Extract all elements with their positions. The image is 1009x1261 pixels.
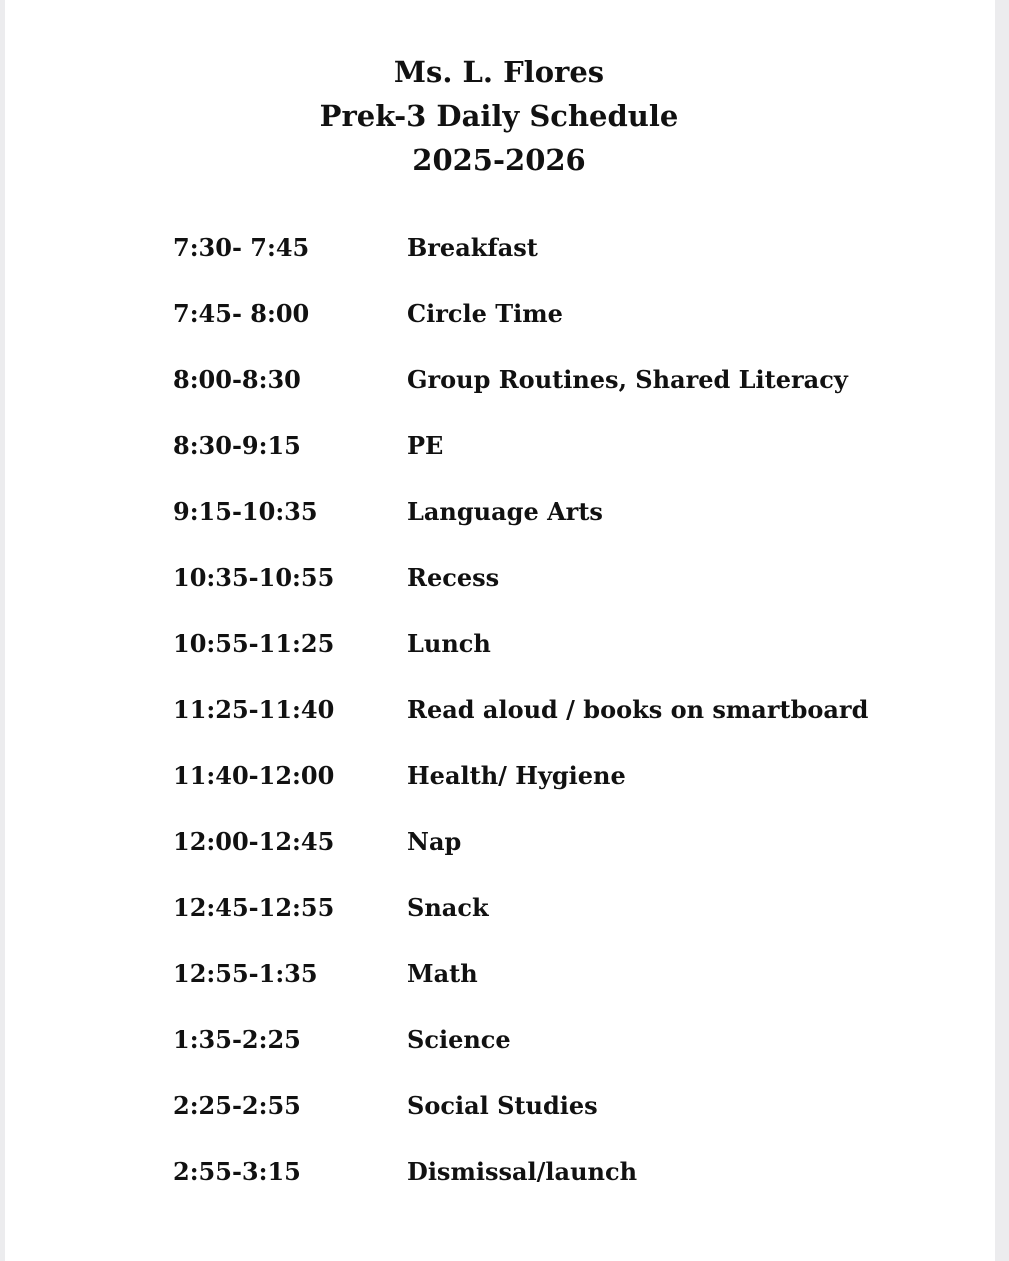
- activity-name: Science: [407, 1025, 511, 1054]
- time-slot: 10:35-10:55: [173, 563, 335, 592]
- schedule-row: [0, 954, 990, 1020]
- time-slot: 8:30-9:15: [173, 431, 301, 460]
- schedule-row: [0, 690, 990, 756]
- schedule-row: [0, 426, 990, 492]
- schedule-row: [0, 360, 990, 426]
- schedule-title: Prek-3 Daily Schedule: [319, 99, 679, 133]
- schedule-row: [0, 756, 990, 822]
- schedule-row: [0, 558, 990, 624]
- teacher-name: Ms. L. Flores: [393, 55, 605, 89]
- page-gutter: [995, 0, 1009, 1261]
- time-slot: 11:40-12:00: [173, 761, 335, 790]
- activity-name: Recess: [407, 563, 500, 592]
- activity-name: Group Routines, Shared Literacy: [407, 365, 848, 394]
- activity-name: Circle Time: [407, 299, 563, 328]
- time-slot: 1:35-2:25: [173, 1025, 301, 1054]
- schedule-list: [0, 228, 990, 1218]
- school-year: 2025-2026: [412, 143, 586, 177]
- time-slot: 2:55-3:15: [173, 1157, 301, 1186]
- schedule-header: [0, 50, 998, 182]
- time-slot: 11:25-11:40: [173, 695, 335, 724]
- time-slot: 12:55-1:35: [173, 959, 318, 988]
- schedule-row: [0, 822, 990, 888]
- time-slot: 8:00-8:30: [173, 365, 301, 394]
- time-slot: 12:45-12:55: [173, 893, 335, 922]
- activity-name: Nap: [407, 827, 462, 856]
- activity-name: Read aloud / books on smartboard: [407, 695, 869, 724]
- schedule-row: [0, 1086, 990, 1152]
- schedule-row: [0, 228, 990, 294]
- schedule-row: [0, 624, 990, 690]
- activity-name: Language Arts: [407, 497, 603, 526]
- time-slot: 12:00-12:45: [173, 827, 335, 856]
- activity-name: Social Studies: [407, 1091, 598, 1120]
- schedule-row: [0, 492, 990, 558]
- time-slot: 7:30- 7:45: [173, 233, 310, 262]
- activity-name: Dismissal/launch: [407, 1157, 638, 1186]
- schedule-row: [0, 1020, 990, 1086]
- schedule-row: [0, 1152, 990, 1218]
- activity-name: PE: [407, 431, 444, 460]
- activity-name: Health/ Hygiene: [407, 761, 626, 790]
- activity-name: Lunch: [407, 629, 491, 658]
- activity-name: Snack: [407, 893, 489, 922]
- activity-name: Breakfast: [407, 233, 538, 262]
- schedule-row: [0, 888, 990, 954]
- schedule-row: [0, 294, 990, 360]
- time-slot: 10:55-11:25: [173, 629, 335, 658]
- time-slot: 9:15-10:35: [173, 497, 318, 526]
- time-slot: 7:45- 8:00: [173, 299, 310, 328]
- activity-name: Math: [407, 959, 478, 988]
- time-slot: 2:25-2:55: [173, 1091, 301, 1120]
